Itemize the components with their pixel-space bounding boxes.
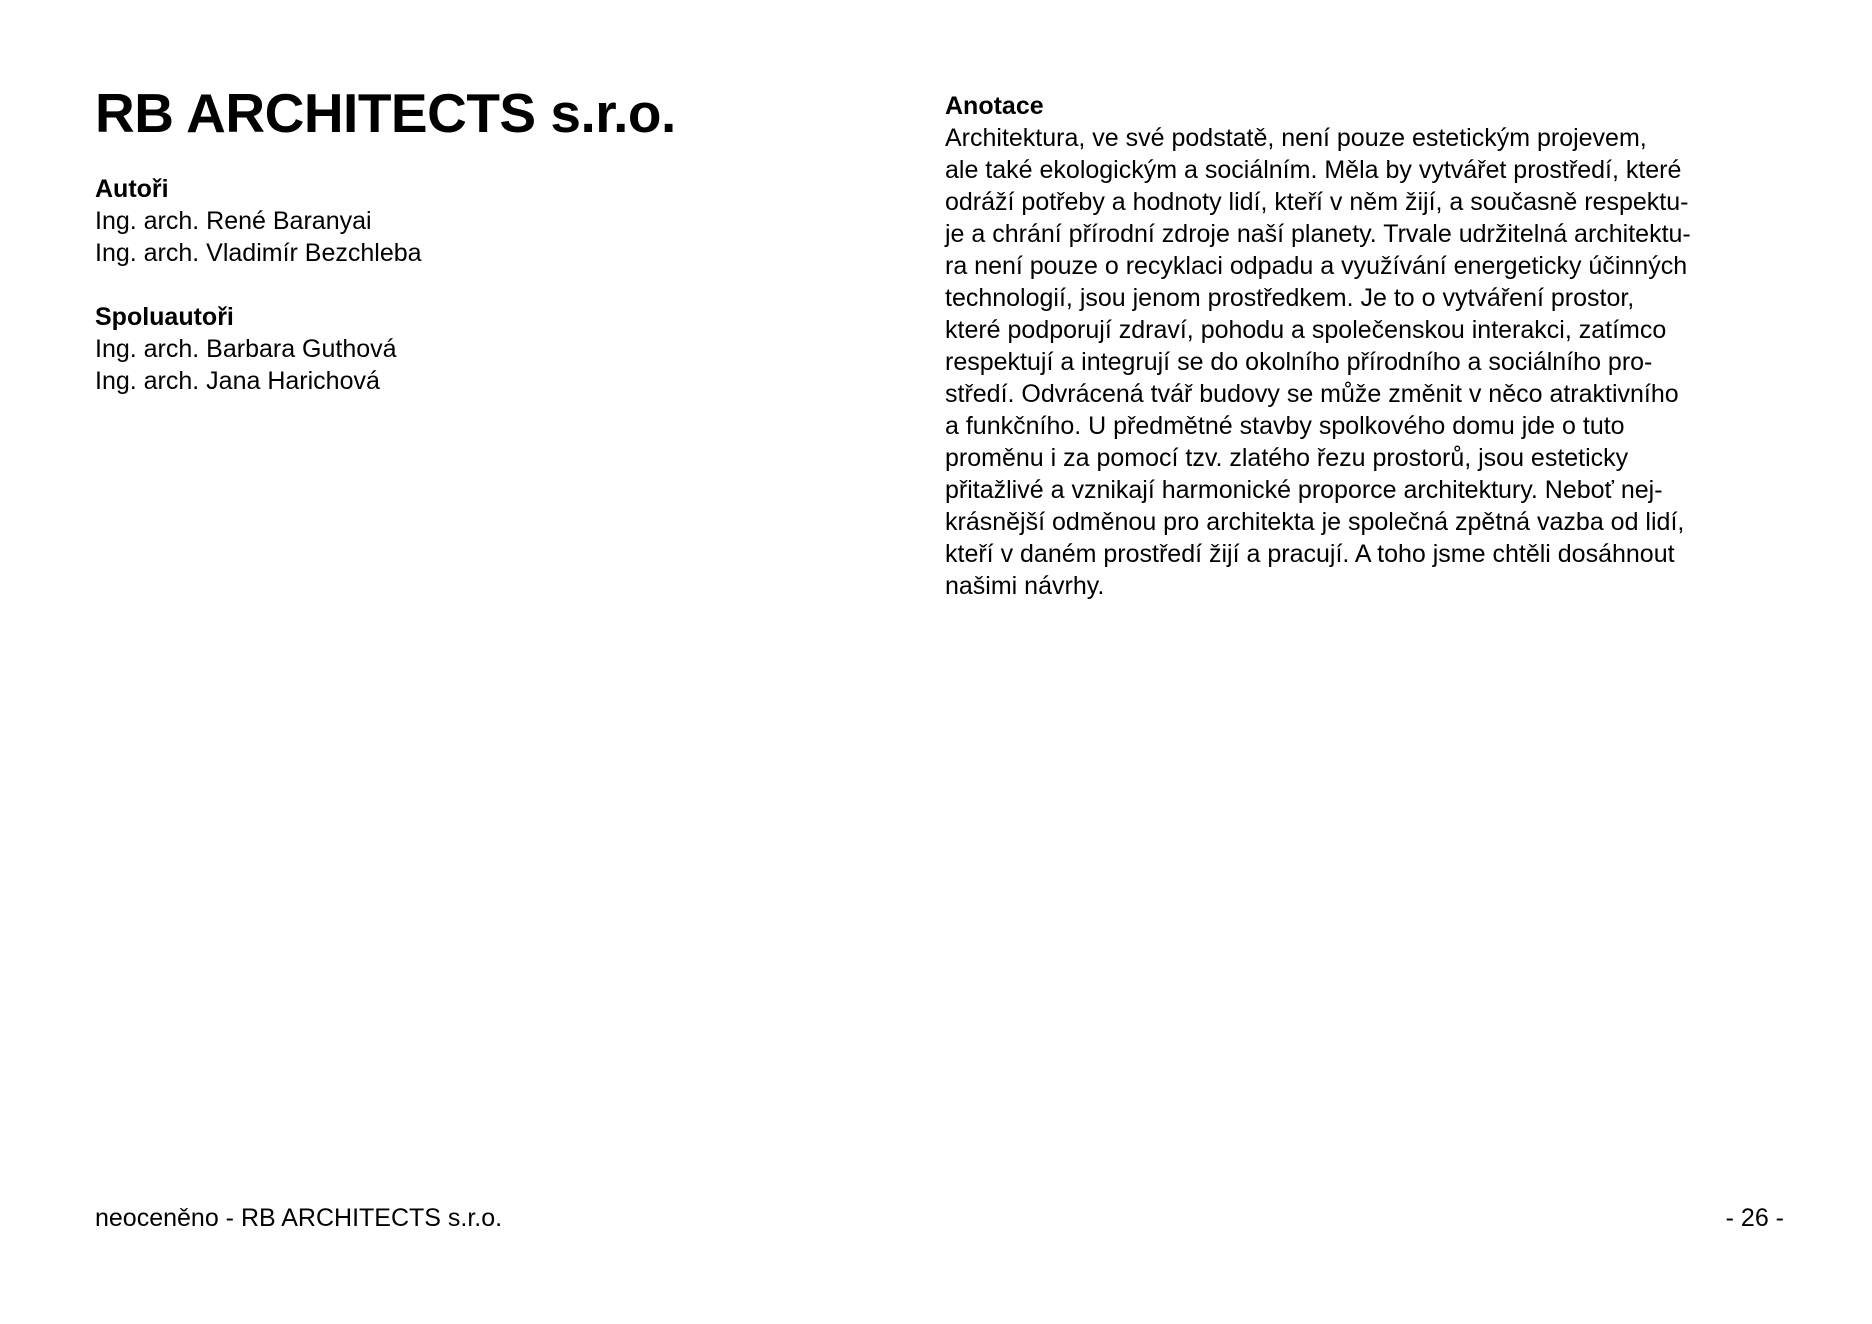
annotation-line: je a chrání přírodní zdroje naší planety. Trvale udržitelná architektu- — [945, 220, 1691, 248]
coauthor-name: Ing. arch. Jana Harichová — [95, 367, 380, 395]
annotation-line: a funkčního. U předmětné stavby spolkového domu jde o tuto — [945, 412, 1625, 440]
annotation-line: přitažlivé a vznikají harmonické proporce architektury. Neboť nej- — [945, 476, 1663, 504]
annotation-line: technologií, jsou jenom prostředkem. Je to o vytváření prostor, — [945, 284, 1635, 312]
annotation-section — [945, 90, 1795, 602]
annotation-line: kteří v daném prostředí žijí a pracují. A toho jsme chtěli dosáhnout — [945, 540, 1675, 568]
authors-section — [95, 173, 422, 269]
authors-heading: Autoři — [95, 175, 169, 203]
annotation-line: ra není pouze o recyklaci odpadu a využívání energeticky účinných — [945, 252, 1688, 280]
coauthor-name: Ing. arch. Barbara Guthová — [95, 335, 397, 363]
annotation-heading: Anotace — [945, 92, 1044, 120]
annotation-line: našimi návrhy. — [945, 572, 1105, 600]
annotation-line: proměnu i za pomocí tzv. zlatého řezu prostorů, jsou esteticky — [945, 444, 1629, 472]
annotation-line: ale také ekologickým a sociálním. Měla by vytvářet prostředí, které — [945, 156, 1682, 184]
annotation-line: Architektura, ve své podstatě, není pouze estetickým projevem, — [945, 124, 1647, 152]
footer-caption: neoceněno - RB ARCHITECTS s.r.o. — [95, 1204, 503, 1232]
coauthors-heading: Spoluautoři — [95, 303, 234, 331]
author-name: Ing. arch. René Baranyai — [95, 207, 372, 235]
annotation-line: středí. Odvrácená tvář budovy se může změnit v něco atraktivního — [945, 380, 1679, 408]
page-title: RB ARCHITECTS s.r.o. — [95, 82, 676, 144]
annotation-line: krásnější odměnou pro architekta je společná zpětná vazba od lidí, — [945, 508, 1685, 536]
annotation-line: odráží potřeby a hodnoty lidí, kteří v něm žijí, a současně respektu- — [945, 188, 1689, 216]
author-name: Ing. arch. Vladimír Bezchleba — [95, 239, 422, 267]
annotation-text — [945, 122, 1795, 602]
page-number: - 26 - — [1725, 1204, 1784, 1232]
annotation-line: které podporují zdraví, pohodu a společenskou interakci, zatímco — [945, 316, 1667, 344]
coauthors-section — [95, 301, 397, 397]
annotation-line: respektují a integrují se do okolního přírodního a sociálního pro- — [945, 348, 1653, 376]
